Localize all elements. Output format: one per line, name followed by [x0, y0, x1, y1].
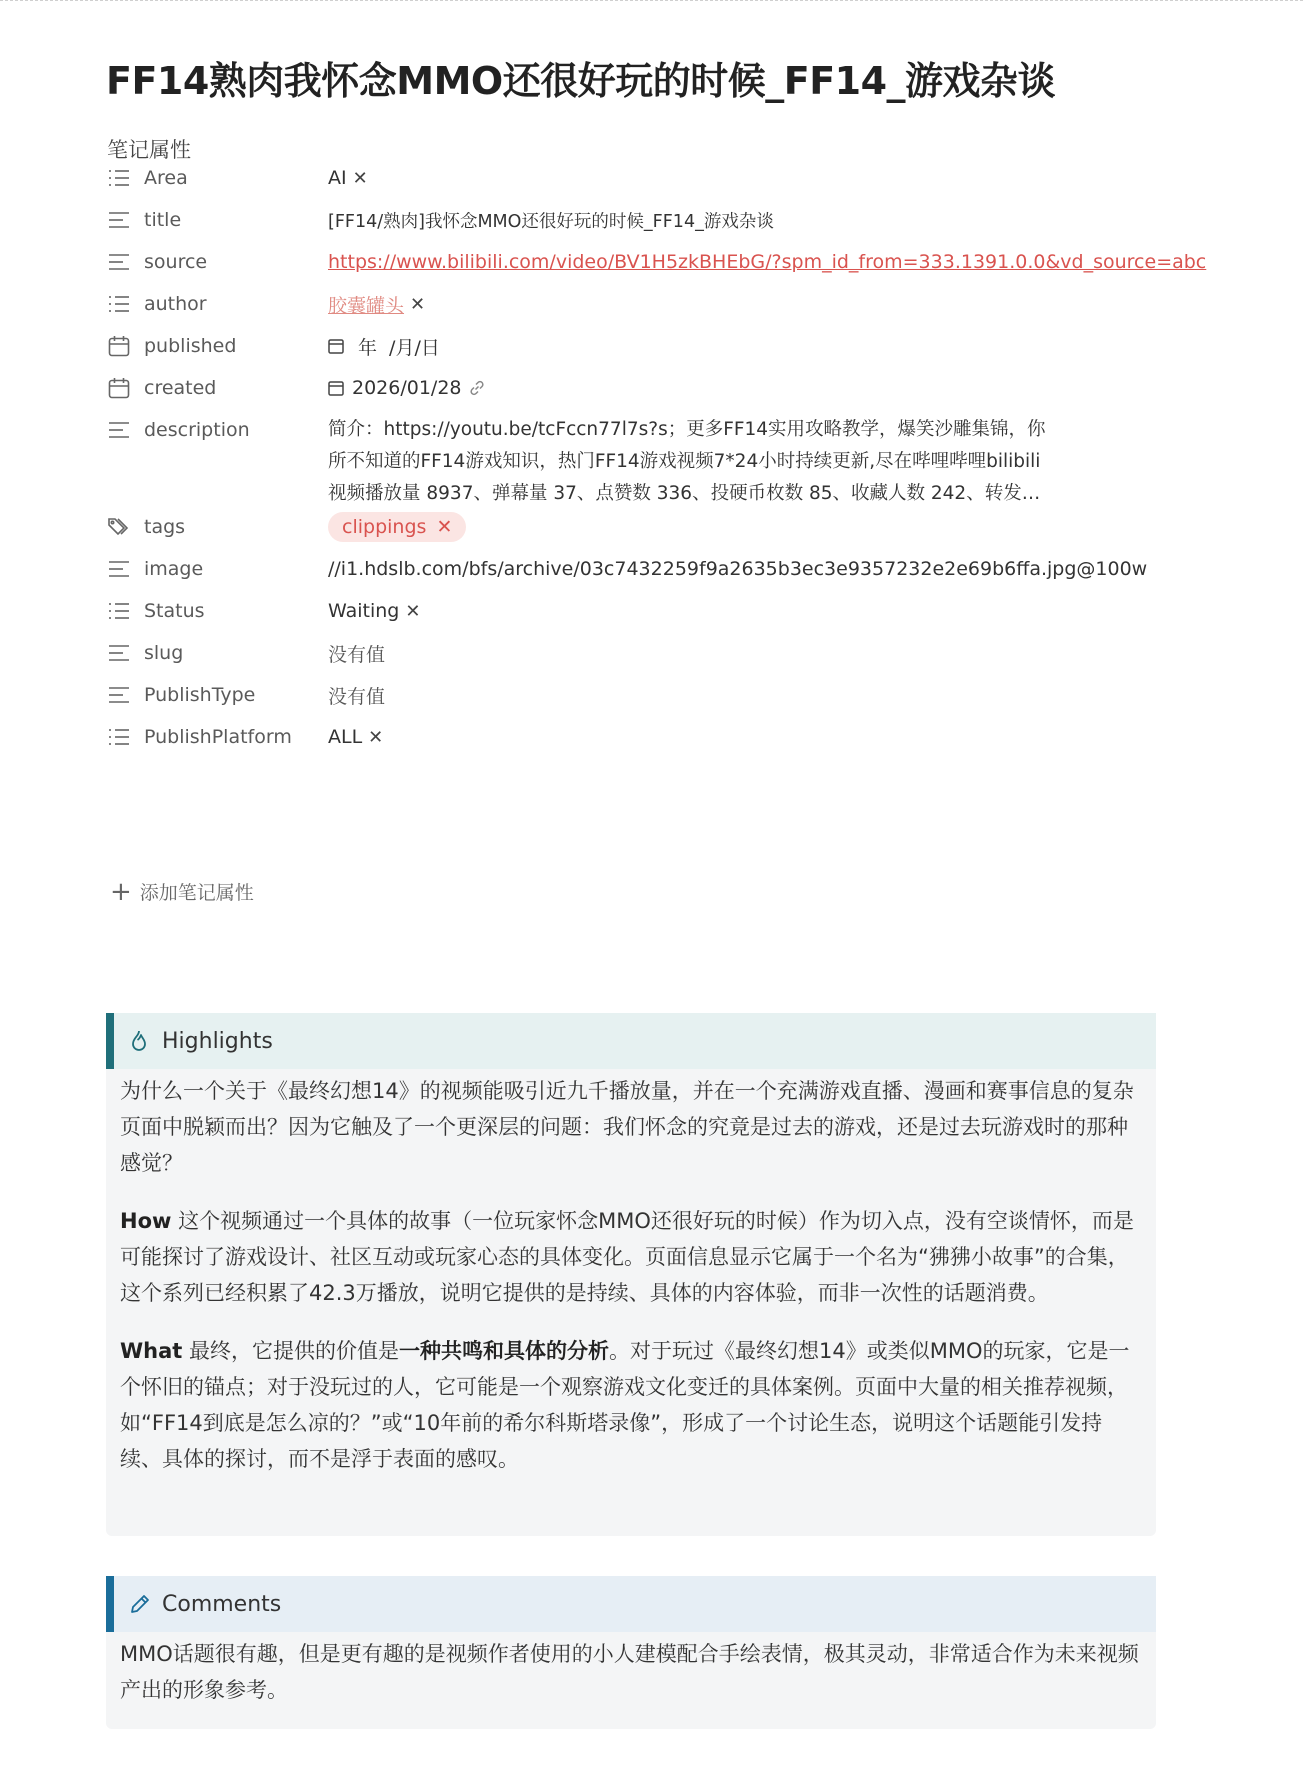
published-date-input[interactable]: 年 /月/日	[358, 336, 440, 359]
area-value: AI	[328, 167, 347, 189]
highlight-paragraph: 为什么一个关于《最终幻想14》的视频能吸引近九千播放量，并在一个充满游戏直播、漫画和赛事信息的复杂页面中脱颖而出？因为它触及了一个更深层的问题：我们怀念的究竟是过去的游戏，还是过去玩游戏时的那种感觉？	[120, 1079, 1134, 1175]
add-property-label: 添加笔记属性	[139, 882, 254, 904]
add-property-button[interactable]	[110, 878, 254, 905]
remove-icon[interactable]: ✕	[352, 167, 368, 189]
date-picker-icon[interactable]	[328, 380, 344, 396]
property-area[interactable]	[106, 161, 1156, 195]
property-publish-type[interactable]	[106, 678, 1156, 712]
tag-pill[interactable]	[328, 512, 466, 542]
remove-icon[interactable]: ✕	[436, 516, 453, 538]
property-key: Status	[144, 600, 205, 622]
property-key: slug	[144, 642, 184, 664]
property-key: source	[144, 251, 208, 273]
paragraph-lead: How	[120, 1209, 172, 1233]
property-key: description	[144, 419, 250, 441]
text-icon	[106, 418, 132, 442]
property-publish-platform[interactable]	[106, 720, 1156, 754]
property-slug[interactable]	[106, 636, 1156, 670]
text-icon	[106, 250, 132, 274]
remove-icon[interactable]: ✕	[410, 293, 426, 315]
comments-callout	[106, 1576, 1156, 1729]
slug-value[interactable]: 没有值	[328, 643, 386, 666]
bold-phrase: 一种共鸣和具体的分析	[399, 1339, 610, 1363]
callout-title: Highlights	[162, 1028, 273, 1054]
description-line: 所不知道的FF14游戏知识，热门FF14游戏视频7*24小时持续更新,尽在哔哩哔哩bilibili	[328, 451, 1041, 472]
publish-type-value[interactable]: 没有值	[328, 685, 386, 708]
property-author[interactable]	[106, 287, 1156, 321]
highlight-paragraph	[120, 1333, 1142, 1477]
property-key: author	[144, 293, 207, 315]
text-icon	[106, 641, 132, 665]
property-status[interactable]	[106, 594, 1156, 628]
image-value[interactable]: //i1.hdslb.com/bfs/archive/03c7432259f9a2635b3ec3e9357232e2e69b6ffa.jpg@100w	[328, 558, 1148, 580]
paragraph-text: 这个视频通过一个具体的故事（一位玩家怀念MMO还很好玩的时候）作为切入点，没有空谈情怀，而是可能探讨了游戏设计、社区互动或玩家心态的具体变化。页面信息显示它属于一个名为“狒狒小故事”的合集，这个系列已经积累了42.3万播放，说明它提供的是持续、具体的内容体验，而非一次性的话题消费。	[120, 1209, 1134, 1305]
property-key: published	[144, 335, 237, 357]
property-title[interactable]	[106, 203, 1156, 237]
description-value[interactable]	[328, 414, 1128, 510]
callout-body	[106, 1069, 1156, 1493]
pencil-icon	[128, 1591, 154, 1617]
text-icon	[106, 208, 132, 232]
text-icon	[106, 683, 132, 707]
callout-header[interactable]	[106, 1013, 1156, 1069]
paragraph-lead: What	[120, 1339, 183, 1363]
description-line: 视频播放量 8937、弹幕量 37、点赞数 336、投硬币枚数 85、收藏人数 242、转发…	[328, 483, 1041, 504]
property-key: image	[144, 558, 204, 580]
callout-accent-bar	[106, 1576, 114, 1632]
callout-body	[106, 1632, 1156, 1724]
comment-paragraph: MMO话题很有趣，但是更有趣的是视频作者使用的小人建模配合手绘表情，极其灵动，非常适合作为未来视频产出的形象参考。	[120, 1642, 1139, 1702]
property-key: title	[144, 209, 182, 231]
callout-accent-bar	[106, 1013, 114, 1069]
list-icon	[106, 725, 132, 749]
property-created[interactable]	[106, 371, 1156, 405]
paragraph-text: 。对于玩过《最终幻想14》或类似MMO的玩家，它是一个怀旧的锚点；对于没玩过的人，它可能是一个观察游戏文化变迁的具体案例。页面中大量的相关推荐视频，如“FF14到底是怎么凉的？”或“10年前的希尔科斯塔录像”，形成了一个讨论生态，说明这个话题能引发持续、具体的探讨，而不是浮于表面的感叹。	[120, 1339, 1130, 1471]
calendar-icon	[106, 334, 132, 358]
title-value[interactable]: [FF14/熟肉]我怀念MMO还很好玩的时候_FF14_游戏杂谈	[328, 211, 774, 232]
source-link[interactable]: https://www.bilibili.com/video/BV1H5zkBHEbG/?spm_id_from=333.1391.0.0&vd_source=abc	[328, 251, 1207, 273]
property-key: PublishType	[144, 684, 256, 706]
property-key: PublishPlatform	[144, 726, 292, 748]
created-date-input[interactable]: 2026/01/28	[352, 377, 462, 399]
link-icon[interactable]	[468, 379, 486, 397]
highlights-callout	[106, 1013, 1156, 1536]
property-key: created	[144, 377, 217, 399]
calendar-icon	[106, 376, 132, 400]
status-value: Waiting	[328, 600, 400, 622]
remove-icon[interactable]: ✕	[405, 600, 421, 622]
property-published[interactable]	[106, 329, 1156, 363]
date-picker-icon[interactable]	[328, 338, 344, 354]
flame-icon	[128, 1028, 154, 1054]
list-icon	[106, 599, 132, 623]
text-icon	[106, 557, 132, 581]
property-source[interactable]	[106, 245, 1207, 279]
top-divider	[0, 0, 1303, 1]
remove-icon[interactable]: ✕	[368, 726, 384, 748]
plus-icon: +	[110, 876, 132, 907]
paragraph-text: 最终，它提供的价值是	[182, 1339, 400, 1363]
property-image[interactable]	[106, 552, 1156, 586]
author-link[interactable]: 胶囊罐头	[328, 294, 405, 317]
property-key: Area	[144, 167, 188, 189]
highlight-paragraph	[120, 1203, 1142, 1311]
property-key: tags	[144, 516, 186, 538]
tags-icon	[106, 515, 132, 539]
callout-header[interactable]	[106, 1576, 1156, 1632]
description-line: 简介：https://youtu.be/tcFccn77l7s?s；更多FF14实用攻略教学，爆笑沙雕集锦，你	[328, 419, 1046, 440]
property-tags[interactable]	[106, 510, 1156, 544]
tag-label: clippings	[342, 516, 427, 538]
publish-platform-value: ALL	[328, 726, 363, 748]
page-title: FF14熟肉我怀念MMO还很好玩的时候_FF14_游戏杂谈	[106, 59, 1056, 103]
properties-heading: 笔记属性	[107, 138, 191, 162]
list-icon	[106, 166, 132, 190]
list-icon	[106, 292, 132, 316]
callout-title: Comments	[162, 1591, 282, 1617]
